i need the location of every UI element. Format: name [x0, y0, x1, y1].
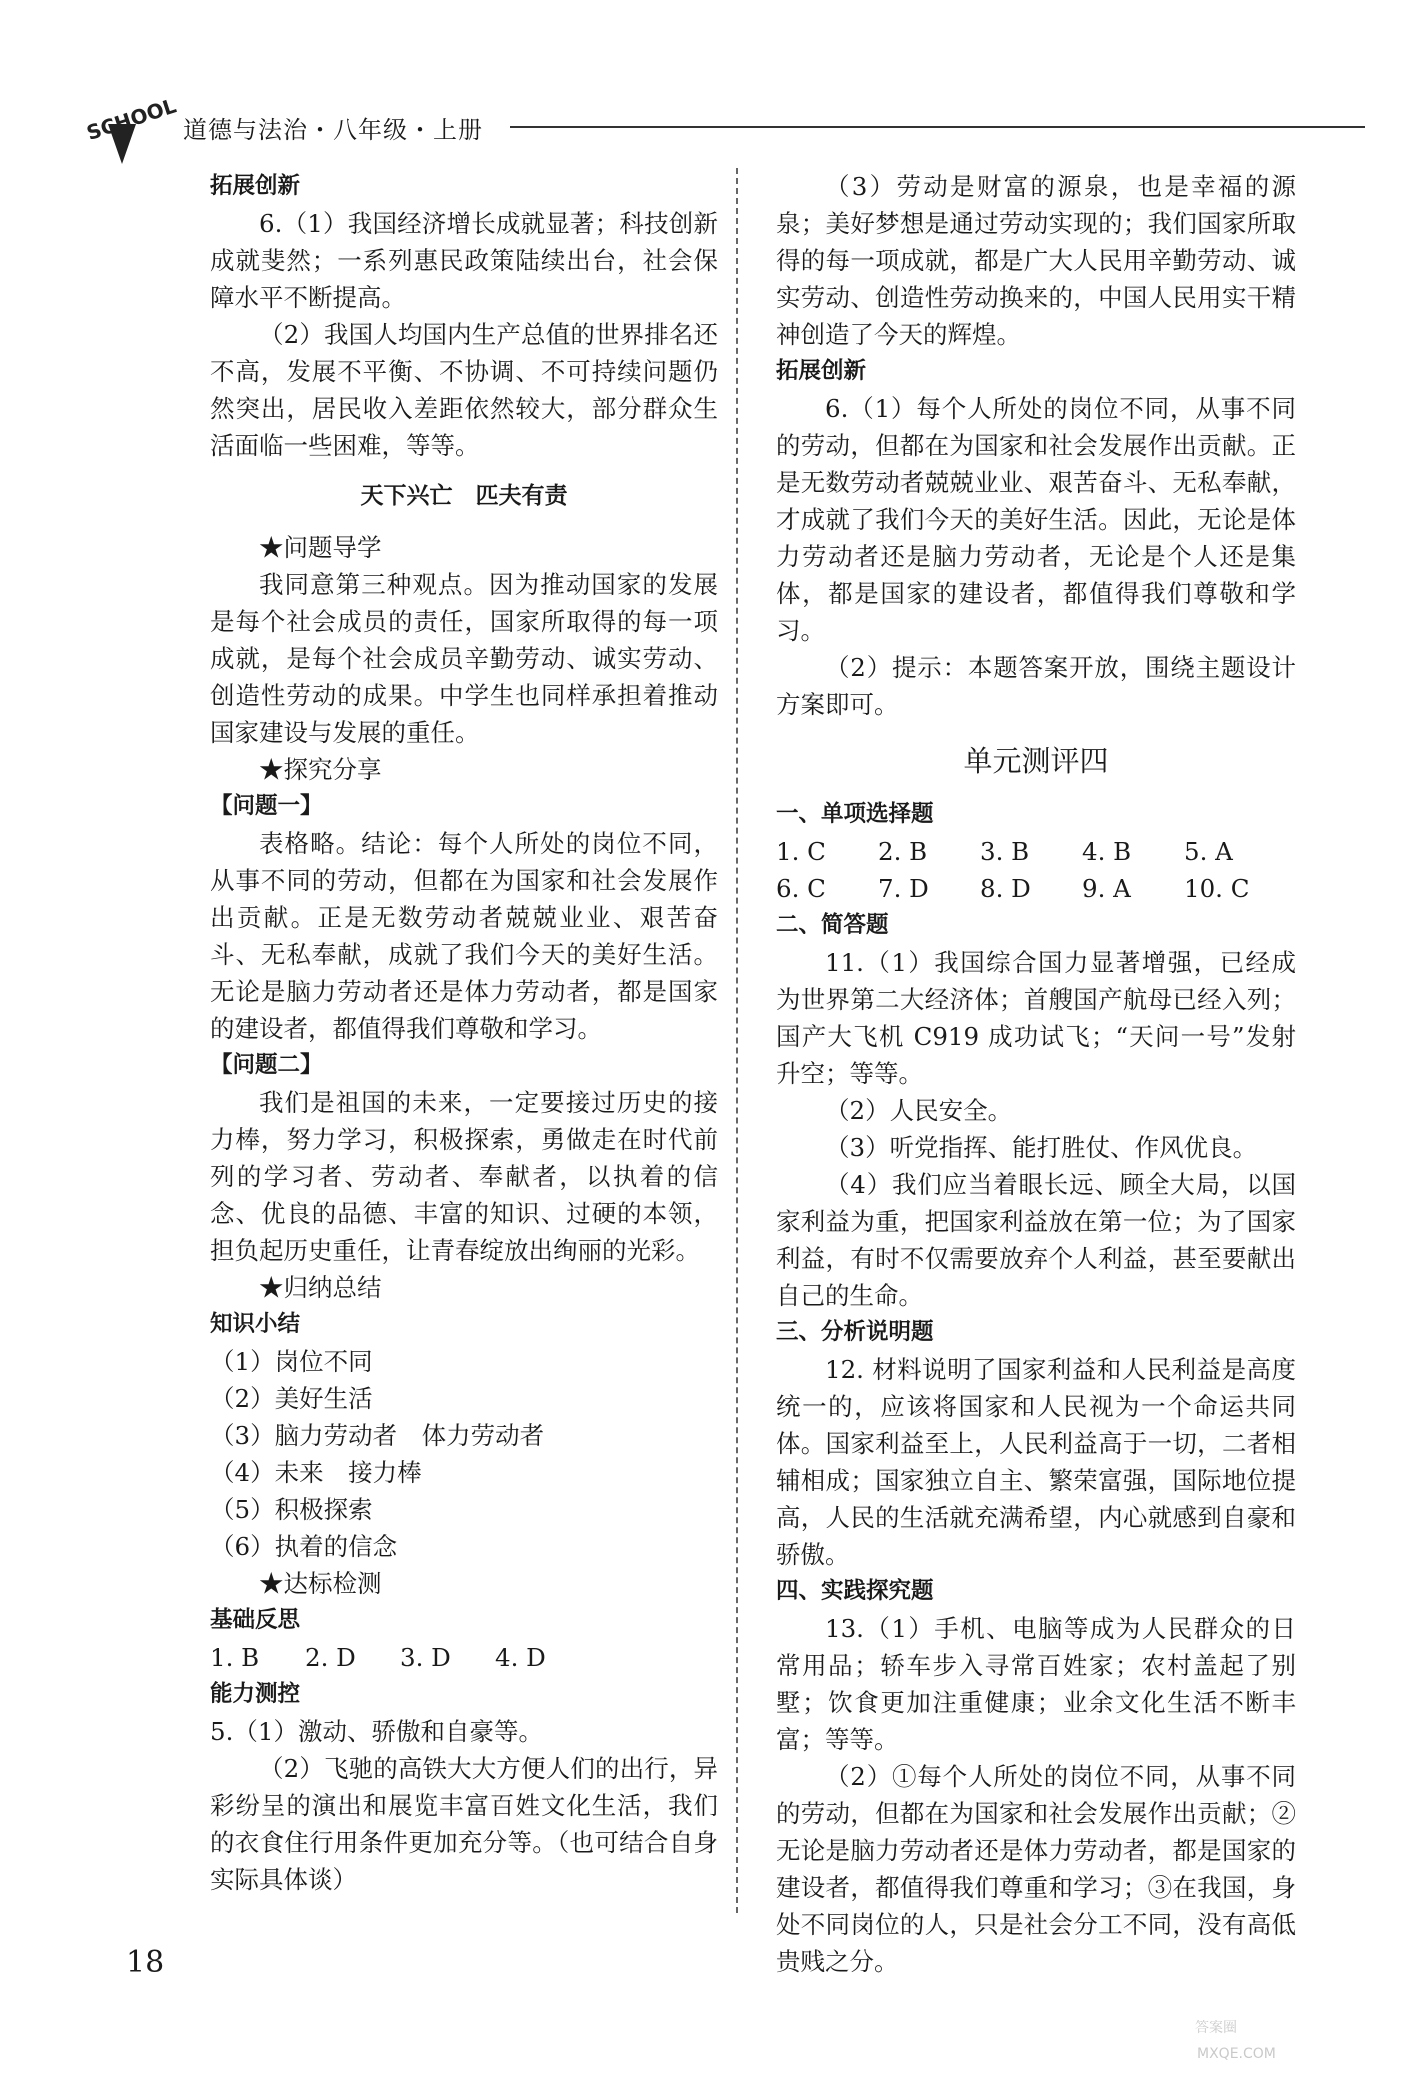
mc-answer: 5. A [1184, 837, 1233, 866]
basic-answers [210, 1639, 718, 1676]
short-answer-heading: 二、简答题 [776, 912, 889, 938]
knowledge-item: （3）脑力劳动者 体力劳动者 [210, 1421, 545, 1450]
right-column [776, 168, 1296, 1980]
mc-answer: 8. D [980, 874, 1031, 903]
basic-answer: 1. B [210, 1643, 260, 1672]
mc-answer: 9. A [1082, 874, 1131, 903]
answer-3: （3）劳动是财富的源泉，也是幸福的源泉；美好梦想是通过劳动实现的；我们国家所取得的每一项成就，都是广大人民用辛勤劳动、诚实劳动、创造性劳动换来的，中国人民用实干精神创造了今天的辉煌。 [776, 172, 1296, 349]
book-title: 道德与法治・八年级・上册 [183, 116, 483, 144]
section-title: 天下兴亡 匹夫有责 [360, 483, 568, 509]
summary-heading: ★归纳总结 [259, 1273, 382, 1302]
knowledge-item: （5）积极探索 [210, 1495, 373, 1524]
header-rule [510, 126, 1365, 128]
watermark-url: MXQE.COM [1197, 2046, 1276, 2062]
extension-heading-right: 拓展创新 [776, 358, 867, 384]
answer-11-3: （3）听党指挥、能打胜仗、作风优良。 [825, 1133, 1258, 1162]
answer-11-4: （4）我们应当着眼长远、顾全大局，以国家利益为重，把国家利益放在第一位；为了国家利益，有时不仅需要放弃个人利益，甚至要献出自己的生命。 [776, 1170, 1296, 1310]
knowledge-item: （1）岗位不同 [210, 1347, 373, 1376]
answer-6-2-right: （2）提示：本题答案开放，围绕主题设计方案即可。 [776, 653, 1296, 719]
knowledge-heading: 知识小结 [210, 1311, 301, 1337]
mc-answer: 1. C [776, 837, 826, 866]
guide-heading: ★问题导学 [259, 533, 382, 562]
problem-1-text: 表格略。结论：每个人所处的岗位不同，从事不同的劳动，但都在为国家和社会发展作出贡献。正是无数劳动者兢兢业业、艰苦奋斗、无私奉献，成就了我们今天的美好生活。无论是脑力劳动者还是体力劳动者，都是国家的建设者，都值得我们尊敬和学习。 [210, 829, 718, 1043]
answer-11-2: （2）人民安全。 [825, 1096, 1013, 1125]
knowledge-item: （2）美好生活 [210, 1384, 373, 1413]
check-heading: ★达标检测 [259, 1569, 382, 1598]
problem-2-text: 我们是祖国的未来，一定要接过历史的接力棒，努力学习，积极探索，勇做走在时代前列的学习者、劳动者、奉献者，以执着的信念、优良的品德、丰富的知识、过硬的本领，担负起历史重任，让青春绽放出绚丽的光彩。 [210, 1088, 718, 1265]
extension-heading: 拓展创新 [210, 173, 301, 199]
problem-1-heading: 【问题一】 [210, 793, 323, 819]
answer-5-2: （2）飞驰的高铁大大方便人们的出行，异彩纷呈的演出和展览丰富百姓文化生活，我们的衣食住行用条件更加充分等。（也可结合自身实际具体谈） [210, 1754, 718, 1894]
mc-row-2 [776, 870, 1296, 907]
watermark-title: 答案圈 [1195, 2020, 1237, 2036]
answer-6-1-right: 6.（1）每个人所处的岗位不同，从事不同的劳动，但都在为国家和社会发展作出贡献。正是无数劳动者兢兢业业、艰苦奋斗、无私奉献，才成就了我们今天的美好生活。因此，无论是体力劳动者还是脑力劳动者，无论是个人还是集体，都是国家的建设者，都值得我们尊敬和学习。 [776, 394, 1296, 645]
answer-13-2: （2）①每个人所处的岗位不同，从事不同的劳动，但都在为国家和社会发展作出贡献；②无论是脑力劳动者还是体力劳动者，都是国家的建设者，都值得我们尊重和学习；③在我国，身处不同岗位的人，只是社会分工不同，没有高低贵贱之分。 [776, 1762, 1296, 1976]
answer-12: 12. 材料说明了国家利益和人民利益是高度统一的，应该将国家和人民视为一个命运共同体。国家利益至上，人民利益高于一切，二者相辅相成；国家独立自主、繁荣富强，国际地位提高，人民的生活就充满希望，内心就感到自豪和骄傲。 [776, 1355, 1296, 1569]
practice-heading: 四、实践探究题 [776, 1578, 934, 1604]
answer-6-2: （2）我国人均国内生产总值的世界排名还不高，发展不平衡、不协调、不可持续问题仍然突出，居民收入差距依然较大，部分群众生活面临一些困难，等等。 [210, 320, 718, 460]
answer-6-1: 6.（1）我国经济增长成就显著；科技创新成就斐然；一系列惠民政策陆续出台，社会保障水平不断提高。 [210, 209, 718, 312]
basic-answer: 2. D [305, 1643, 356, 1672]
problem-2-heading: 【问题二】 [210, 1052, 323, 1078]
answer-11-1: 11.（1）我国综合国力显著增强，已经成为世界第二大经济体；首艘国产航母已经入列；国产大飞机 C919 成功试飞；“天问一号”发射升空；等等。 [776, 948, 1296, 1088]
mc-row-1 [776, 833, 1296, 870]
page-number: 18 [126, 1945, 165, 1980]
mc-answer: 3. B [980, 837, 1030, 866]
mc-answer: 7. D [878, 874, 929, 903]
page-header [80, 62, 1300, 162]
answer-5-1: 5.（1）激动、骄傲和自豪等。 [210, 1717, 543, 1746]
unit-title: 单元测评四 [963, 744, 1109, 778]
basic-answer: 4. D [495, 1643, 546, 1672]
mc-answer: 4. B [1082, 837, 1132, 866]
knowledge-item: （4）未来 接力棒 [210, 1458, 422, 1487]
multiple-choice-heading: 一、单项选择题 [776, 801, 934, 827]
answer-13-1: 13.（1）手机、电脑等成为人民群众的日常用品；轿车步入寻常百姓家；农村盖起了别墅；饮食更加注重健康；业余文化生活不断丰富；等等。 [776, 1614, 1296, 1754]
explore-heading: ★探究分享 [259, 755, 382, 784]
mc-answer: 6. C [776, 874, 826, 903]
school-logo-icon [80, 84, 200, 184]
guide-text: 我同意第三种观点。因为推动国家的发展是每个社会成员的责任，国家所取得的每一项成就，是每个社会成员辛勤劳动、诚实劳动、创造性劳动的成果。中学生也同样承担着推动国家建设与发展的重任。 [210, 570, 718, 747]
analysis-heading: 三、分析说明题 [776, 1319, 934, 1345]
logo-text: SCHOOL [83, 93, 180, 145]
mc-answer: 2. B [878, 837, 928, 866]
column-divider [736, 168, 738, 1913]
mc-answer: 10. C [1184, 874, 1250, 903]
left-column [210, 168, 718, 1898]
ability-heading: 能力测控 [210, 1681, 301, 1707]
basic-heading: 基础反思 [210, 1607, 301, 1633]
watermark-logo [1185, 2010, 1350, 2066]
basic-answer: 3. D [400, 1643, 451, 1672]
knowledge-item: （6）执着的信念 [210, 1532, 398, 1561]
